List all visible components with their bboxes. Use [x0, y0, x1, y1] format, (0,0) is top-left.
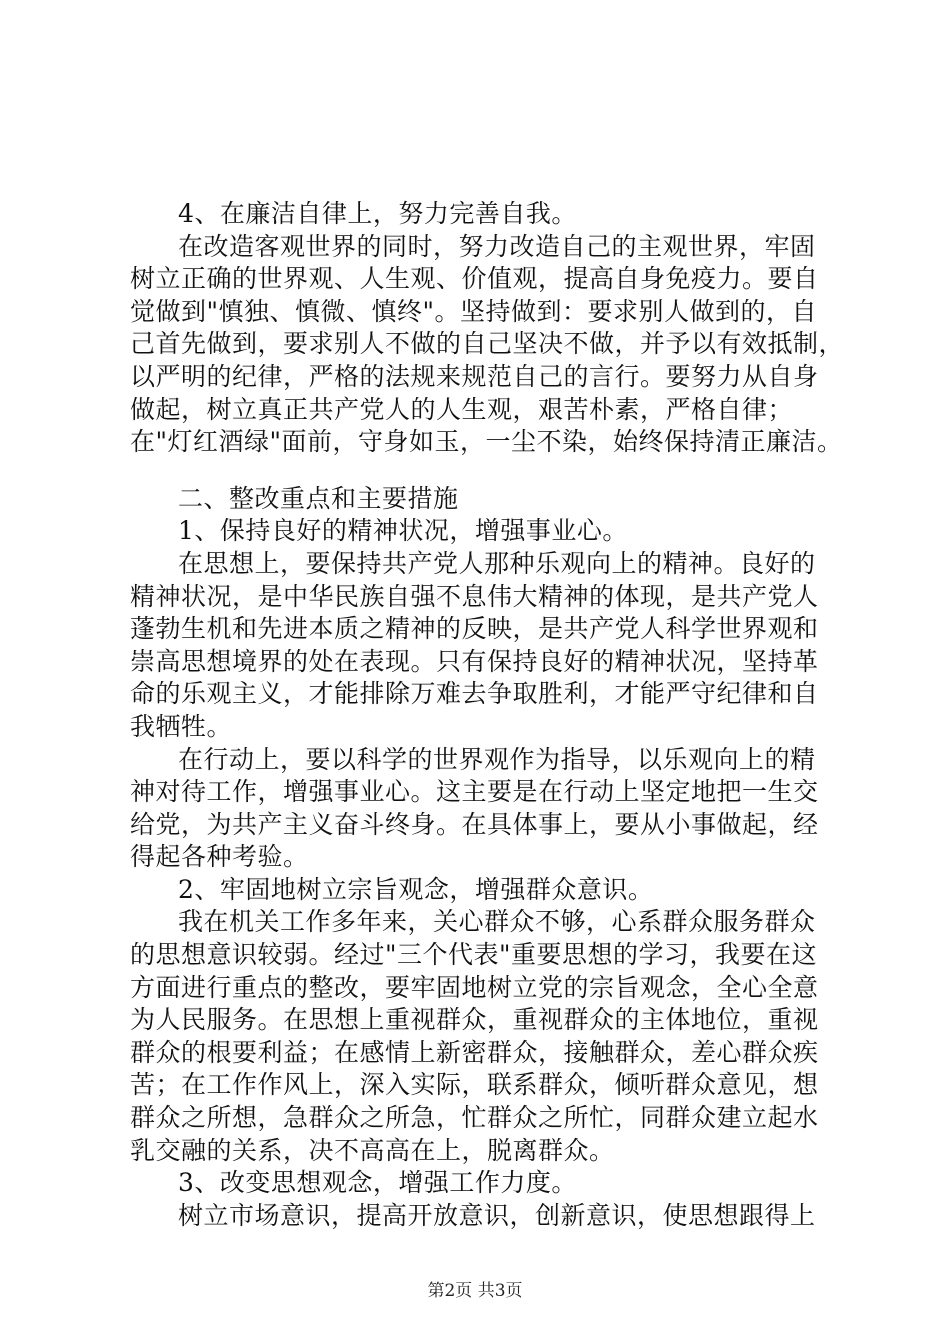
text-line: 4、在廉洁自律上，努力完善自我。 — [178, 199, 577, 228]
text-line: 乳交融的关系，决不高高在上，脱离群众。 — [130, 1135, 615, 1165]
text-line: 的思想意识较弱。经过"三个代表"重要思想的学习，我要在这 — [130, 940, 818, 970]
text-line: 以严明的纪律，严格的法规来规范自己的言行。要努力从自身 — [130, 361, 819, 391]
page-number-footer: 第2页 共3页 — [427, 1281, 523, 1301]
document-body — [130, 198, 845, 1232]
text-line: 命的乐观主义，才能排除万难去争取胜利，才能严守纪律和自 — [130, 679, 819, 709]
text-line: 我牺牲。 — [130, 711, 233, 741]
text-line: 在改造客观世界的同时，努力改造自己的主观世界，牢固 — [178, 231, 816, 261]
text-line: 树立市场意识，提高开放意识，创新意识，使思想跟得上 — [178, 1200, 816, 1230]
text-line: 苦；在工作作风上，深入实际，联系群众，倾听群众意见，想 — [130, 1070, 819, 1100]
text-line: 做起，树立真正共产党人的人生观，艰苦朴素，严格自律； — [130, 394, 794, 424]
text-line: 精神状况，是中华民族自强不息伟大精神的体现，是共产党人 — [130, 581, 819, 611]
text-line: 在思想上，要保持共产党人那种乐观向上的精神。良好的 — [178, 548, 816, 578]
text-line: 蓬勃生机和先进本质之精神的反映，是共产党人科学世界观和 — [130, 614, 819, 644]
text-line: 树立正确的世界观、人生观、价值观，提高自身免疫力。要自 — [130, 264, 819, 294]
text-line: 崇高思想境界的处在表现。只有保持良好的精神状况，坚持革 — [130, 646, 819, 676]
text-line: 为人民服务。在思想上重视群众，重视群众的主体地位，重视 — [130, 1005, 819, 1035]
text-line: 我在机关工作多年来，关心群众不够，心系群众服务群众 — [178, 907, 816, 937]
text-line: 在行动上，要以科学的世界观作为指导，以乐观向上的精 — [178, 744, 816, 774]
text-line: 1、保持良好的精神状况，增强事业心。 — [178, 516, 628, 546]
text-line: 得起各种考验。 — [130, 842, 309, 872]
text-line: 己首先做到，要求别人不做的自己坚决不做，并予以有效抵制， — [130, 329, 845, 359]
text-line: 群众的根要利益；在感情上新密群众，接触群众，差心群众疾 — [130, 1037, 819, 1067]
text-line: 在"灯红酒绿"面前，守身如玉，一尘不染，始终保持清正廉洁。 — [130, 427, 843, 457]
text-line: 2、牢固地树立宗旨观念，增强群众意识。 — [178, 874, 654, 904]
section-gap — [130, 459, 820, 483]
text-line: 给党，为共产主义奋斗终身。在具体事上，要从小事做起，经 — [130, 809, 819, 839]
text-line: 3、改变思想观念，增强工作力度。 — [178, 1168, 577, 1198]
text-line: 二、整改重点和主要措施 — [178, 483, 459, 513]
text-line: 群众之所想，急群众之所急，忙群众之所忙，同群众建立起水 — [130, 1103, 819, 1133]
text-line: 神对待工作，增强事业心。这主要是在行动上坚定地把一生交 — [130, 777, 819, 807]
text-line: 方面进行重点的整改，要牢固地树立党的宗旨观念，全心全意 — [130, 972, 819, 1002]
text-line: 觉做到"慎独、慎微、慎终"。坚持做到：要求别人做到的，自 — [130, 296, 818, 326]
